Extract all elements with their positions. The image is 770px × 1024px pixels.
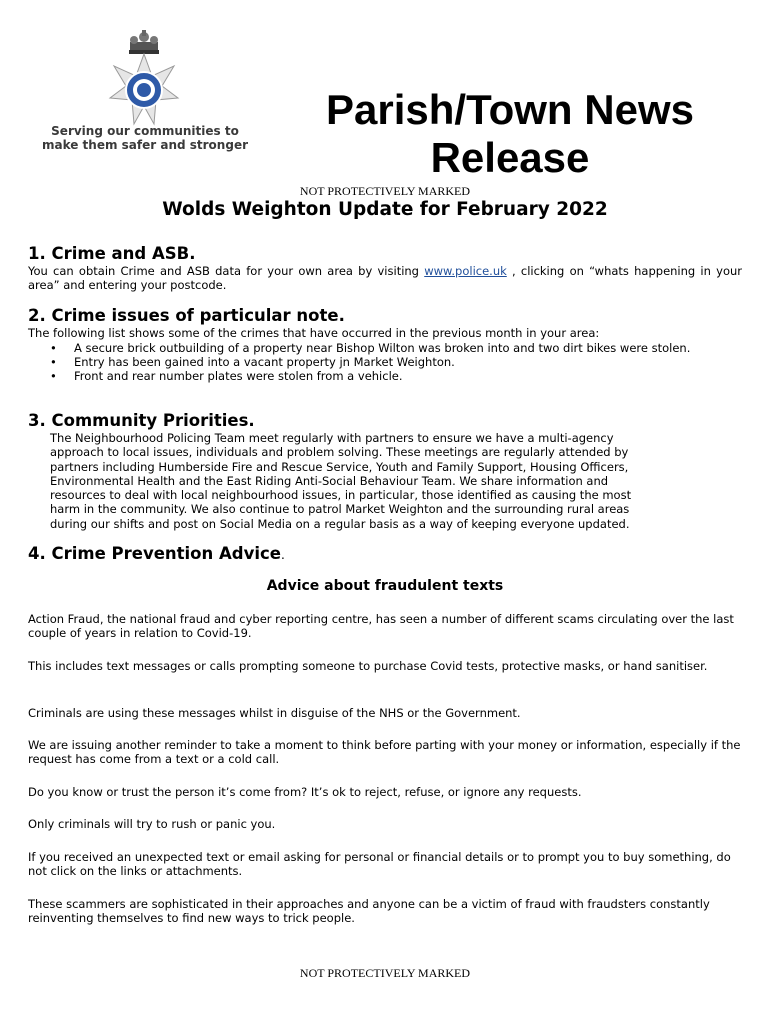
crime-text-end: , clicking on “whats happening in your area” and entering your postcode. [28,264,742,292]
title-line-2: Release [430,134,590,181]
priorities-line: approach to local issues, individuals and problem solving. These meetings are regularly attended by [50,445,629,460]
priorities-line: resources to deal with local neighbourhood issues, in particular, those identified as causing the most [50,488,632,503]
prevention-heading-suffix: . [280,548,285,562]
list-item: • A secure brick outbuilding of a property near Bishop Wilton was broken into and two dirt bikes were stolen. [50,341,742,355]
crown-icon [129,30,159,54]
list-item: • Front and rear number plates were stolen from a vehicle. [50,369,742,383]
police-uk-link[interactable]: www.police.uk [424,264,507,278]
issues-list [50,341,742,383]
page-title [290,86,730,182]
priorities-line: harm in the community. We also continue to patrol Market Weighton and the surrounding rural areas [50,502,630,517]
advice-paragraph: Only criminals will try to rush or panic you. [28,817,276,831]
issues-intro: The following list shows some of the crimes that have occurred in the previous month in your area: [28,326,600,340]
advice-paragraph: This includes text messages or calls prompting someone to purchase Covid tests, protective masks, or hand sanitiser. [28,659,708,673]
section-heading-priorities: 3. Community Priorities. [28,411,255,430]
priorities-paragraph [50,431,740,531]
advice-paragraph: These scammers are sophisticated in their approaches and anyone can be a victim of fraud with fraudsters constantly reinventing themselves to find new ways to trick people. [28,897,710,925]
police-badge-logo [96,30,192,126]
list-item: • Entry has been gained into a vacant property jn Market Weighton. [50,355,742,369]
priorities-line: during our shifts and post on Social Media on a regular basis as a way of keeping everyone updated. [50,516,630,531]
advice-paragraph: Action Fraud, the national fraud and cyber reporting centre, has seen a number of different scams circulating over the last couple of years in relation to Covid-19. [28,612,734,640]
advice-paragraph: We are issuing another reminder to take a moment to think before parting with your money or information, especially if the request has come from a text or a cold call. [28,738,741,766]
advice-paragraph: Do you know or trust the person it’s come from? It’s ok to reject, refuse, or ignore any requests. [28,785,582,799]
crime-text-start: You can obtain Crime and ASB data for your own area by visiting [28,264,425,278]
star-icon [110,54,178,124]
slogan-line-2: make them safer and stronger [41,138,248,152]
section-heading-prevention [28,544,285,563]
priorities-line: The Neighbourhood Policing Team meet regularly with partners to ensure we have a multi-agency [50,431,614,445]
title-line-1: Parish/Town News [326,86,694,133]
slogan-line-1: Serving our communities to [51,124,239,138]
update-headline: Wolds Weighton Update for February 2022 [162,199,608,220]
section-heading-crime: 1. Crime and ASB. [28,244,196,263]
section-heading-issues: 2. Crime issues of particular note. [28,306,345,325]
crime-paragraph [28,264,742,292]
advice-paragraph: If you received an unexpected text or email asking for personal or financial details or to prompt you to buy something, do not click on the links or attachments. [28,850,731,878]
advice-subheading: Advice about fraudulent texts [266,578,504,594]
advice-paragraph: Criminals are using these messages whilst in disguise of the NHS or the Government. [28,706,521,720]
priorities-line: partners including Humberside Fire and Rescue Service, Youth and Family Support, Housing Officers, [50,459,629,474]
prevention-heading-text: 4. Crime Prevention Advice [28,544,281,563]
priorities-line: Environmental Health and the East Riding Anti-Social Behaviour Team. We share information and [50,473,609,488]
protective-marking-bottom: NOT PROTECTIVELY MARKED [299,966,471,980]
slogan [40,124,250,152]
protective-marking-top: NOT PROTECTIVELY MARKED [299,184,471,198]
